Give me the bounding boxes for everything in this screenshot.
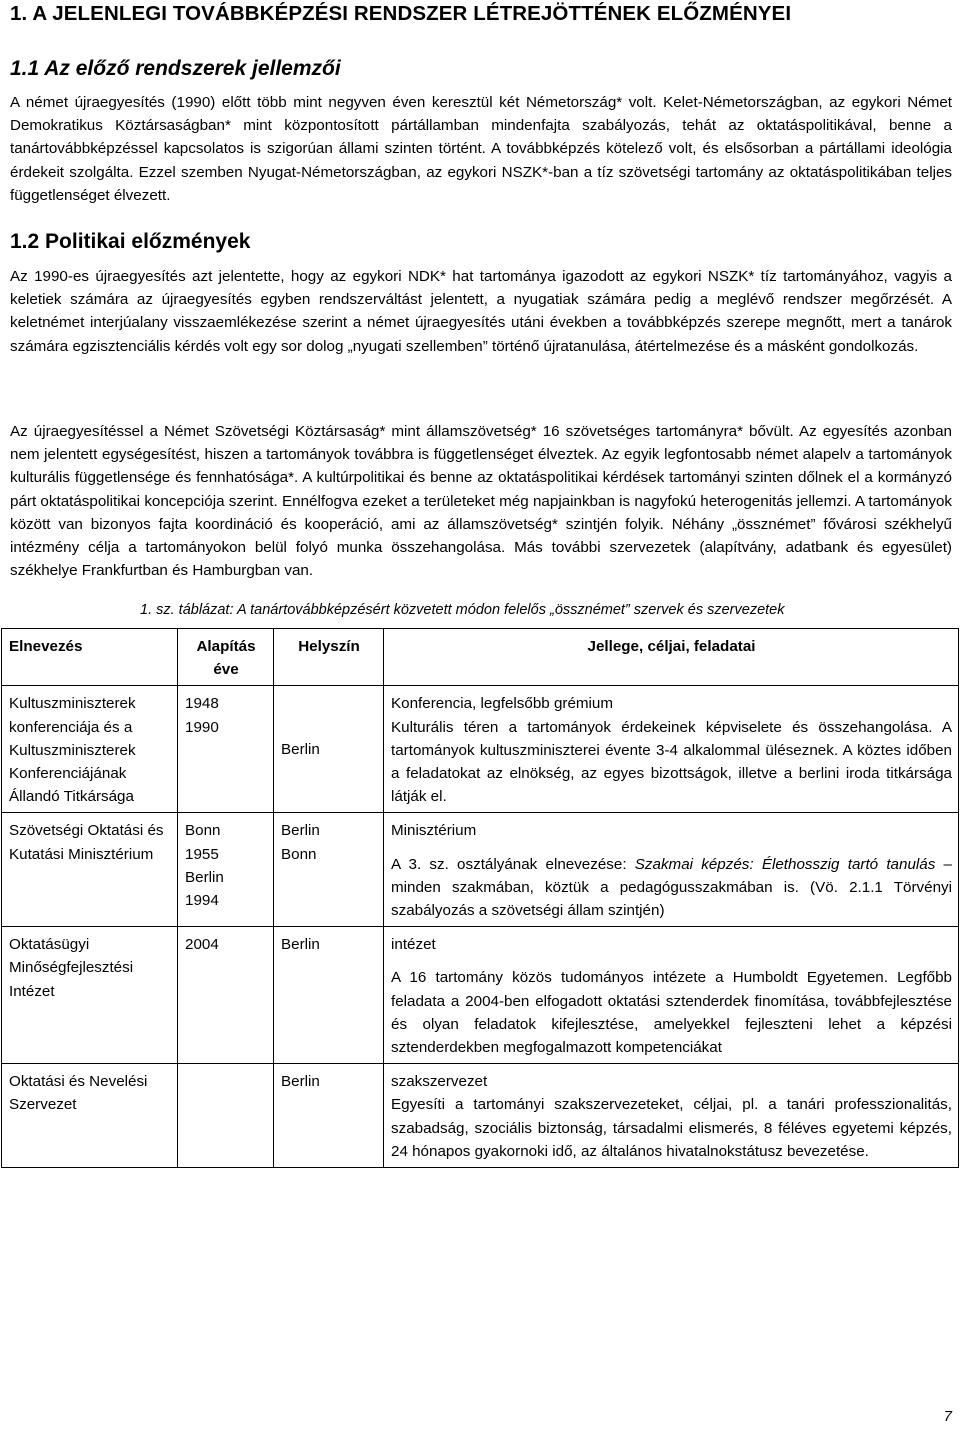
institutions-table	[1, 628, 959, 1168]
nature-type: intézet	[391, 936, 436, 954]
cell-name: Oktatási és Nevelési Szervezet	[2, 1064, 178, 1168]
founded-year: 1994	[185, 892, 219, 910]
cell-name: Oktatásügyi Minőségfejlesztési Intézet	[2, 927, 178, 1064]
location-text: Bonn	[281, 845, 317, 863]
header-name: Elnevezés	[2, 629, 178, 686]
nature-description-pre: A 3. sz. osztályának elnevezése:	[391, 855, 635, 873]
table-row	[2, 686, 959, 813]
section-1-paragraph: A német újraegyesítés (1990) előtt több mint negyven éven keresztül két Németország* volt. Kelet-Németországban, az egykori Német Demokratikus Köztársaságban* mint központosított pártállamban mindenfajta szabályozás, tehát az oktatáspolitikával, benne a tanártovábbképzéssel kapcsolatos is szigorúan állami szinten történt. A továbbképzés kötelező volt, és elsősorban a pártállami ideológia érdekeit szolgálta. Ezzel szemben Nyugat-Németországban, az egykori NSZK*-ban a tíz szövetségi tartomány az oktatáspolitikában teljes függetlenséget élvezett.	[10, 94, 952, 204]
nature-description: Egyesíti a tartományi szakszervezeteket, céljai, pl. a tanári professzionalitás, szabadság, szociális biztonság, társadalmi elismerés, 8 féléves egyetemi képzés, 24 hónapos gyakornoki idő, az általános hivatalnokstátusz bevezetése.	[391, 1096, 952, 1160]
table-row	[2, 927, 959, 1064]
location-text: Berlin	[281, 822, 320, 840]
section-2-title: 1.2 Politikai előzmények	[10, 230, 251, 253]
cell-nature	[384, 927, 959, 1064]
cell-founded	[178, 686, 274, 813]
cell-founded	[178, 927, 274, 1064]
founded-place: Berlin	[185, 868, 224, 886]
nature-type: szakszervezet	[391, 1073, 488, 1091]
table-header-row	[2, 629, 959, 686]
cell-founded	[178, 813, 274, 927]
cell-location	[274, 686, 384, 813]
cell-location	[274, 927, 384, 1064]
cell-location	[274, 813, 384, 927]
page-number: 7	[943, 1408, 952, 1425]
cell-nature	[384, 1064, 959, 1168]
cell-location	[274, 1064, 384, 1168]
founded-place: Bonn	[185, 822, 221, 840]
chapter-title: 1. A JELENLEGI TOVÁBBKÉPZÉSI RENDSZER LÉTREJÖTTÉNEK ELŐZMÉNYEI	[10, 2, 792, 25]
section-1-title: 1.1 Az előző rendszerek jellemzői	[10, 57, 341, 80]
location-text: Berlin	[281, 936, 320, 954]
header-founded: Alapítás éve	[178, 629, 274, 686]
header-location: Helyszín	[274, 629, 384, 686]
cell-founded	[178, 1064, 274, 1168]
cell-nature	[384, 813, 959, 927]
nature-description: Kulturális téren a tartományok érdekeinek képviselete és összehangolása. A tartományok kultuszminiszterei évente 3-4 alkalommal üléseznek. A köztes időben a feladatokat az elnökség, az egyes bizottságok, illetve a berlini iroda titkársága látják el.	[391, 718, 952, 806]
header-nature: Jellege, céljai, feladatai	[384, 629, 959, 686]
section-2-paragraph-1: Az 1990-es újraegyesítés azt jelentette, hogy az egykori NDK* hat tartománya igazodott az egykori NSZK* tíz tartományához, vagyis a keletiek számára az újraegyesítés egyben rendszerváltást jelentett, a nyugatiak számára pedig a meglévő rendszer megőrzését. A keletnémet interjúalany visszaemlékezése szerint a német újraegyesítés utáni években a továbbképzés szerepe megnőtt, mert a tanárok számára egzisztenciális kérdés volt egy sor dolog „nyugati szellemben” történő újratanulása, átértelmezése és a másként gondolkozás.	[10, 268, 952, 355]
founded-year: 2004	[185, 936, 219, 954]
cell-nature	[384, 686, 959, 813]
nature-description-italic: Szakmai képzés: Élethosszig tartó tanulás	[634, 855, 936, 873]
location-text: Berlin	[281, 1073, 320, 1091]
founded-year: 1948	[185, 695, 219, 713]
founded-year: 1990	[185, 718, 219, 736]
nature-type: Konferencia, legfelsőbb grémium	[391, 695, 614, 713]
table-row	[2, 813, 959, 927]
table-row	[2, 1064, 959, 1168]
table-caption: 1. sz. táblázat: A tanártovábbképzésért közvetett módon felelős „össznémet” szervek és szervezetek	[140, 602, 785, 618]
founded-year: 1955	[185, 845, 219, 863]
cell-name: Szövetségi Oktatási és Kutatási Minisztérium	[2, 813, 178, 927]
cell-name: Kultuszminiszterek konferenciája és a Kultuszminiszterek Konferenciájának Állandó Titkársága	[2, 686, 178, 813]
section-2-paragraph-2: Az újraegyesítéssel a Német Szövetségi Köztársaság* mint államszövetség* 16 szövetséges tartományra* bővült. Az egyesítés azonban nem jelentett egységesítést, hiszen a tartományok továbbra is függetlenséget élveztek. Az egyik legfontosabb német alapelv a tartományok kulturális függetlensége és fennhatósága*. A kultúrpolitikai és benne az oktatáspolitikai kérdések tartományi szinten dőlnek el a kormányzó párt oktatáspolitikai koncepciója szerint. Ennélfogva ezeket a területeket még napjainkban is nagyfokú heterogenitás jellemzi. A tartományok között van bizonyos fajta koordináció és kooperáció, ami az államszövetség* szintjén folyik. Néhány „össznémet” fővárosi székhelyű intézmény célja a tartományokon belül folyó munka összehangolása. Más további szervezetek (alapítvány, adatbank és egyesület) székhelye Frankfurtban és Hamburgban van.	[10, 423, 952, 580]
nature-description: A 16 tartomány közös tudományos intézete a Humboldt Egyetemen. Legfőbb feladata a 2004-ben elfogadott oktatási sztenderdek finomítása, továbbfejlesztése és olyan feladatok kifejlesztése, amelyekkel fejleszteni lehet a képzési sztenderdekben megfogalmazott kompetenciákat	[391, 969, 952, 1057]
nature-type: Minisztérium	[391, 822, 477, 840]
location-text: Berlin	[281, 741, 320, 759]
nature-description	[391, 853, 952, 923]
nature-description-post: – minden szakmában, köztük a pedagógusszakmában is. (Vö. 2.1.1 Törvényi szabályozás a szövetségi állam szintjén)	[391, 855, 953, 920]
